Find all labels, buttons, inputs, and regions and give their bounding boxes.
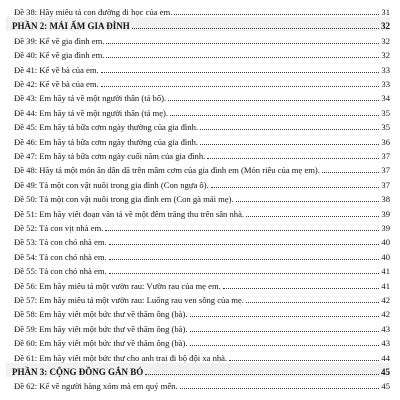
- dot-leader: [322, 172, 379, 173]
- dot-leader: [180, 388, 380, 389]
- toc-page-number: 41: [381, 266, 390, 277]
- dot-leader: [101, 72, 380, 73]
- dot-leader: [105, 230, 379, 231]
- toc-entry[interactable]: [6, 190, 390, 204]
- toc-page-number: 37: [381, 165, 390, 176]
- toc-page-number: 38: [381, 194, 390, 205]
- toc-entry[interactable]: [6, 75, 390, 89]
- toc-entry-title: Đề 38: Hãy miêu tả con đường đi học của em.: [14, 7, 173, 17]
- dot-leader: [211, 187, 380, 188]
- toc-page-number: 41: [381, 280, 390, 291]
- toc-page-number: 33: [381, 64, 390, 75]
- toc-page-number: 32: [381, 21, 390, 32]
- dot-leader: [223, 288, 380, 289]
- toc-page-number: 37: [381, 151, 390, 161]
- toc-entry-title: Đề 62: Kể về người hàng xóm mà em quý mến.: [14, 381, 178, 392]
- toc-entry[interactable]: [6, 61, 390, 75]
- dot-leader: [207, 158, 379, 159]
- dot-leader: [190, 331, 380, 332]
- toc-entry[interactable]: [6, 104, 390, 118]
- toc-page-number: 43: [381, 338, 390, 349]
- toc-page-number: 31: [381, 7, 390, 17]
- toc-page-number: 43: [381, 323, 390, 334]
- toc-entry-title: Đề 46: Em hãy tả bữa cơm ngày thường của gia đình.: [14, 136, 199, 147]
- toc-entry-title: Đề 53: Tả con chó nhà em.: [14, 237, 107, 248]
- dot-leader: [190, 316, 380, 317]
- toc-entry[interactable]: [6, 305, 390, 319]
- dot-leader: [145, 374, 379, 375]
- toc-entry-title: Đề 55: Tả con chó nhà em.: [14, 266, 107, 277]
- toc-entry[interactable]: [6, 205, 390, 219]
- dot-leader: [132, 28, 379, 29]
- toc-entry-title: Đề 48: Hãy tả một món ăn dân dã trên mâm cơm của gia đình em (Món riêu của mẹ em).: [14, 165, 320, 176]
- toc-entry[interactable]: [6, 377, 390, 391]
- toc-section-heading[interactable]: [6, 363, 390, 377]
- toc-entry[interactable]: [6, 233, 390, 247]
- toc-entry-title: Đề 39: Kể về gia đình em.: [14, 35, 105, 46]
- toc-entry[interactable]: [6, 89, 390, 103]
- toc-entry-title: Đề 40: Kể về gia đình em.: [14, 50, 105, 61]
- toc-page-number: 32: [381, 50, 390, 61]
- toc-entry[interactable]: [6, 320, 390, 334]
- toc-page-number: 39: [381, 223, 390, 233]
- toc-page-number: 40: [381, 237, 390, 248]
- toc-entry[interactable]: [6, 161, 390, 175]
- toc-entry-title: Đề 59: Em hãy viết một bức thư về thăm ông (bà).: [14, 323, 188, 334]
- toc-page-number: 45: [381, 381, 390, 392]
- dot-leader: [170, 115, 379, 116]
- toc-entry-title: Đề 60: Em hãy viết một bức thư về thăm ông (bà).: [14, 338, 188, 349]
- toc-entry[interactable]: [6, 291, 390, 305]
- toc-entry[interactable]: [6, 133, 390, 147]
- toc-section-heading[interactable]: [6, 17, 390, 31]
- toc-entry-title: Đề 47: Em hãy tả bữa cơm ngày cuối năm của gia đình.: [14, 151, 206, 161]
- dot-leader: [229, 360, 379, 361]
- toc-page-number: 45: [381, 367, 390, 377]
- dot-leader: [246, 302, 379, 303]
- toc-entry[interactable]: [6, 349, 390, 363]
- toc-entry-title: Đề 45: Em hãy tả bữa cơm ngày thường của gia đình.: [14, 122, 199, 133]
- dot-leader: [168, 100, 379, 101]
- toc-entry-title: Đề 57: Em hãy miêu tả một vườn rau: Luống rau ven sông của mẹ.: [14, 295, 244, 305]
- toc-entry[interactable]: [6, 248, 390, 262]
- dot-leader: [109, 244, 380, 245]
- toc-page-number: 33: [381, 79, 390, 89]
- dot-leader: [200, 144, 379, 145]
- toc-entry-title: Đề 43: Em hãy tả về một người thân (tả bố).: [14, 93, 167, 104]
- toc-entry[interactable]: [6, 334, 390, 348]
- toc-page-number: 34: [381, 93, 390, 104]
- toc-entry-title: Đề 41: Kể về bà của em.: [14, 64, 99, 75]
- toc-entry-title: Đề 54: Tả con chó nhà em.: [14, 251, 107, 262]
- dot-leader: [246, 216, 379, 217]
- toc-page-number: 42: [381, 309, 390, 320]
- toc-entry-title: PHẦN 3: CỘNG ĐỒNG GẮN BÓ: [12, 367, 144, 377]
- toc-entry[interactable]: [6, 46, 390, 60]
- toc-entry-title: Đề 58: Em hãy viết một bức thư về thăm ông (bà).: [14, 309, 188, 320]
- dot-leader: [236, 201, 380, 202]
- toc-page-number: 44: [381, 352, 390, 363]
- toc-entry[interactable]: [6, 219, 390, 233]
- dot-leader: [106, 57, 379, 58]
- toc-entry-title: Đề 42: Kể về bà của em.: [14, 79, 99, 89]
- toc-entry[interactable]: [6, 118, 390, 132]
- toc-entry-title: Đề 52: Tả con vịt nhà em.: [14, 223, 104, 233]
- toc-page-number: 32: [381, 35, 390, 46]
- toc-entry[interactable]: [6, 176, 390, 190]
- dot-leader: [109, 273, 380, 274]
- toc-entry[interactable]: [6, 32, 390, 46]
- toc-page-number: 35: [381, 107, 390, 118]
- dot-leader: [200, 129, 379, 130]
- toc-entry-title: Đề 50: Tả một con vật nuôi trong gia đình em (Con gà mái mẹ).: [14, 194, 234, 205]
- toc-page-number: 35: [381, 122, 390, 133]
- toc-entry[interactable]: [6, 147, 390, 161]
- toc-entry-title: PHẦN 2: MÁI ẤM GIA ĐÌNH: [12, 21, 130, 32]
- toc-entry[interactable]: [6, 262, 390, 276]
- toc-entry[interactable]: [6, 3, 390, 17]
- toc-page-number: 39: [381, 208, 390, 219]
- toc-page-number: 36: [381, 136, 390, 147]
- toc-page-number: 42: [381, 295, 390, 305]
- dot-leader: [106, 43, 379, 44]
- toc-entry[interactable]: [6, 277, 390, 291]
- dot-leader: [101, 86, 380, 87]
- toc-page-number: 40: [381, 251, 390, 262]
- dot-leader: [174, 14, 379, 15]
- toc-entry-title: Đề 61: Em hãy viết một bức thư cho anh trai đi bộ đội xa nhà.: [14, 352, 228, 363]
- toc-entry-title: Đề 51: Em hãy viết đoạn văn tả về một đêm trăng thu trên sân nhà.: [14, 208, 245, 219]
- toc-entry-title: Đề 49: Tả một con vật nuôi trong gia đình (Con ngựa ô).: [14, 179, 209, 190]
- toc-entry-title: Đề 56: Em hãy miêu tả một vườn rau: Vườn rau của mẹ em.: [14, 280, 221, 291]
- dot-leader: [109, 259, 380, 260]
- toc-page-number: 37: [381, 179, 390, 190]
- dot-leader: [190, 345, 380, 346]
- toc-entry-title: Đề 44: Em hãy tả về một người thân (tả mẹ).: [14, 107, 169, 118]
